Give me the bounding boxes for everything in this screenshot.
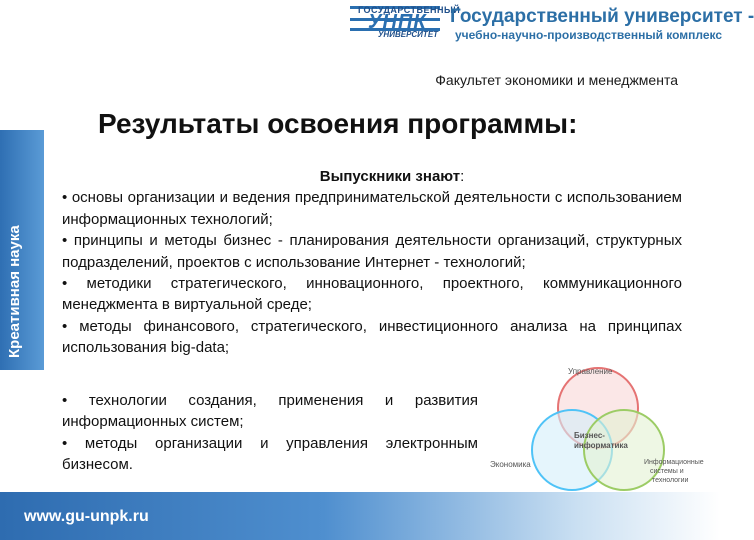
footer-url[interactable]: www.gu-unpk.ru: [24, 508, 149, 525]
side-banner-text: Креативная наука: [6, 225, 23, 358]
list-item: • методы организации и управления электронным бизнесом.: [62, 434, 478, 474]
venn-label-top: Управление: [568, 367, 613, 376]
venn-right-line2: системы и: [650, 468, 684, 475]
graduates-list-lower: [62, 390, 478, 476]
slide-title: Результаты освоения программы:: [98, 108, 578, 139]
list-item: • принципы и методы бизнес - планирования деятельности организаций, структурных подразделений, проектов с использование Интернет - технологий;: [62, 232, 682, 271]
graduates-heading: [102, 166, 682, 187]
venn-center-line1: Бизнес-: [574, 431, 605, 440]
venn-right-line1: Информационные: [644, 459, 704, 466]
venn-label-left: Экономика: [490, 460, 531, 469]
graduates-heading-text: Выпускники знают: [319, 168, 461, 185]
university-name: Государственный университет -: [450, 6, 754, 27]
logo-top-text: ГОСУДАРСТВЕННЫЙ: [358, 5, 461, 15]
venn-diagram: [488, 364, 708, 504]
venn-center-line2: информатика: [574, 441, 628, 450]
list-item: • технологии создания, применения и развития информационных систем;: [62, 392, 478, 431]
list-item: • основы организации и ведения предпринимательской деятельности с использованием информационных технологий;: [62, 189, 682, 228]
graduates-list: [62, 166, 682, 359]
venn-right-line3: технологии: [652, 477, 689, 484]
graduates-heading-colon: :: [460, 168, 465, 185]
list-item: • методики стратегического, инновационного, проектного, коммуникационного менеджмента в виртуальной среде;: [62, 275, 682, 314]
university-logo: [350, 5, 461, 40]
logo-main-text: УНПК: [368, 11, 427, 33]
university-subtitle: учебно-научно-производственный комплекс: [455, 28, 723, 42]
logo-bottom-text: УНИВЕРСИТЕТ: [378, 30, 439, 39]
faculty-name: Факультет экономики и менеджмента: [435, 72, 678, 88]
side-banner: [0, 130, 44, 370]
list-item: • методы финансового, стратегического, инвестиционного анализа на принципах использования big-data;: [62, 317, 682, 357]
